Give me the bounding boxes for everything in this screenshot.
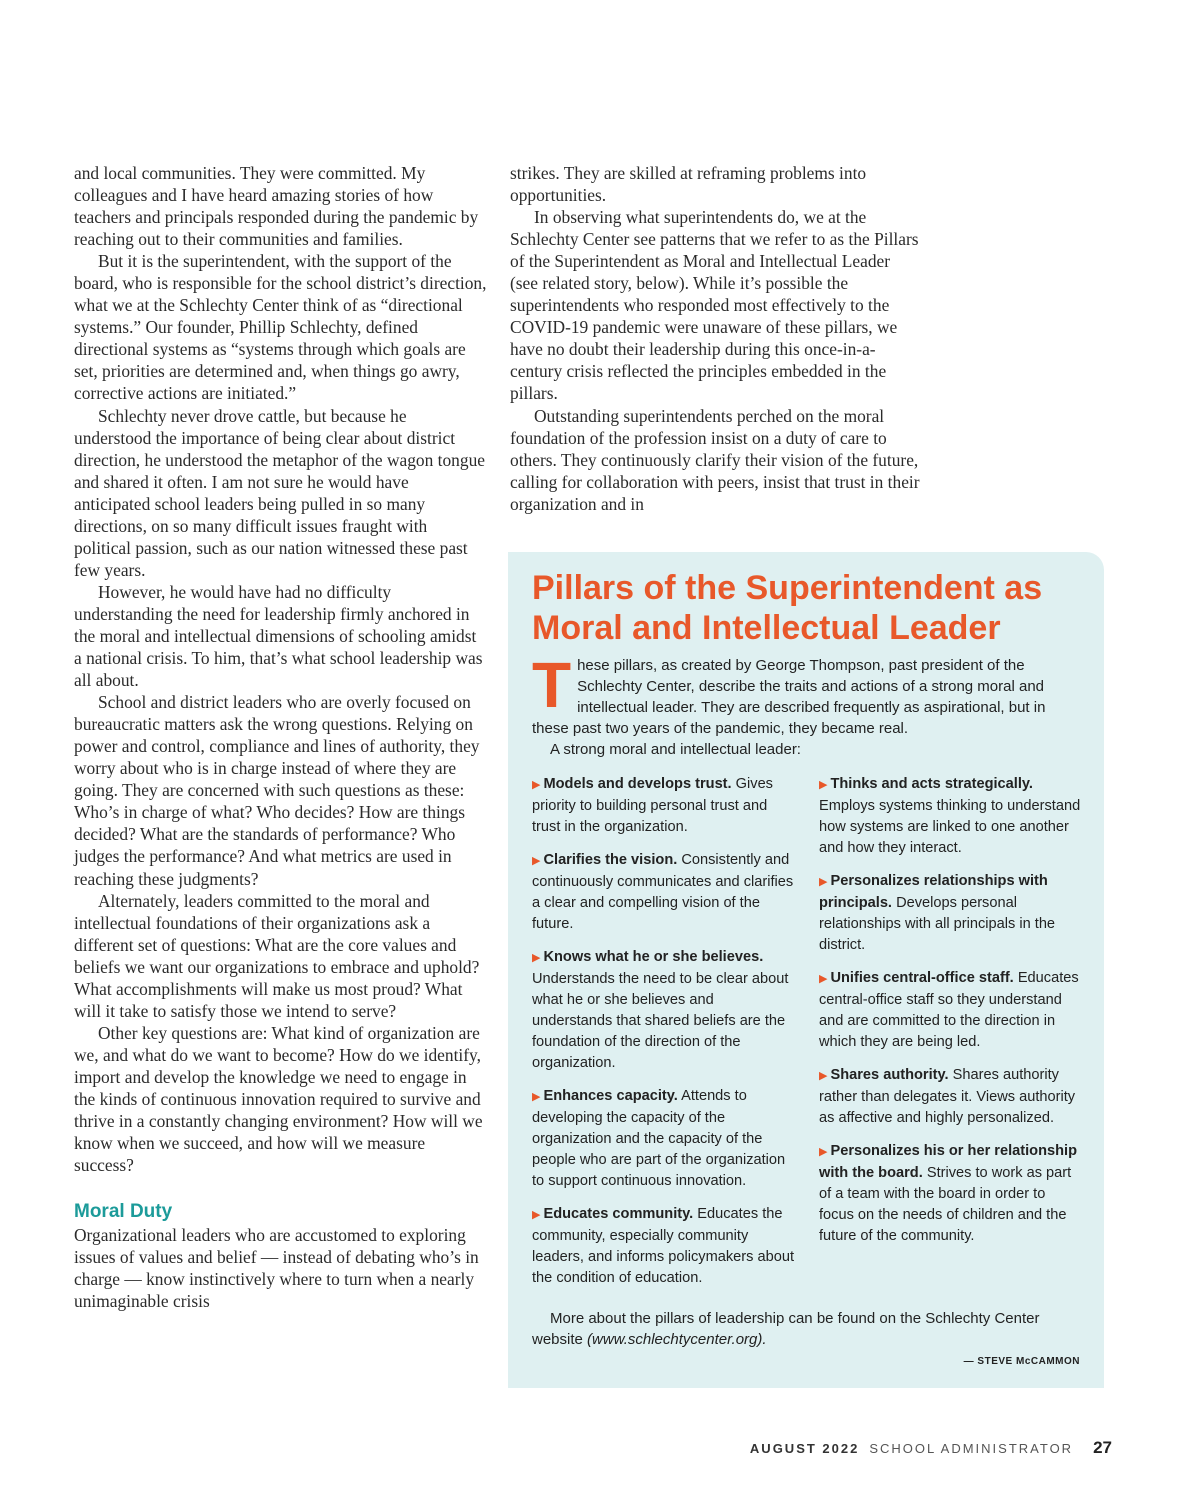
article-paragraph: and local communities. They were committed. My colleagues and I have heard amazing stories of how teachers and principals responded during the pandemic by reaching out to their communities and families. <box>74 163 479 250</box>
article-paragraph: In observing what superintendents do, we at the Schlechty Center see patterns that we refer to as the Pillars of the Superintendent as Moral and Intellectual Leader (see related story, below). While it’s possible the superintendents who responded most effectively to the COVID-19 pandemic were unaware of these pillars, we have no doubt their leadership during this once-in-a-century crisis reflected the principles embedded in the pillars. <box>510 207 919 404</box>
triangle-bullet-icon: ▶ <box>532 952 541 964</box>
triangle-bullet-icon: ▶ <box>819 1070 828 1082</box>
sidebar-title: Pillars of the Superintendent as Moral and Intellectual Leader <box>532 569 1043 647</box>
pillar-text: Strives to work as part of a team with the board in order to focus on the needs of children and the future of the community. <box>819 1165 1072 1244</box>
pillar-text: Develops personal relationships with all principals in the district. <box>819 895 1056 953</box>
sidebar-intro-text: hese pillars, as created by George Thompson, past president of the Schlechty Center, describe the traits and actions of a strong moral and intellectual leader. They are described frequently as aspirational, but in these past two years of the pandemic, they became real. <box>532 657 1046 737</box>
pillar-heading: Educates community. <box>543 1206 694 1222</box>
pillar-item <box>819 1065 1081 1129</box>
pillar-heading: Enhances capacity. <box>543 1088 678 1104</box>
pillar-item <box>532 1086 798 1192</box>
article-column-right <box>510 162 922 515</box>
pillar-item <box>819 871 1081 956</box>
pillar-item <box>532 774 798 838</box>
pillar-text: Consistently and continuously communicates and clarifies a clear and compelling vision of the future. <box>532 852 794 932</box>
triangle-bullet-icon: ▶ <box>532 1209 541 1221</box>
sidebar-more-info <box>532 1308 1080 1350</box>
pillars-sidebar <box>508 552 1104 1388</box>
pillar-heading: Unifies central-office staff. <box>830 970 1014 986</box>
pillar-text: Employs systems thinking to understand how systems are linked to one another and how they interact. <box>819 798 1081 856</box>
article-paragraph: School and district leaders who are overly focused on bureaucratic matters ask the wrong questions. Relying on power and control, compliance and lines of authority, they worry about who is in charge instead of where they are going. They are concerned with such questions as these: Who’s in charge of what? Who decides? How are things decided? What are the standards of performance? Who judges the performance? And what metrics are used in reaching these judgments? <box>74 692 480 889</box>
pillars-list-left <box>532 774 798 1301</box>
article-paragraph: Organizational leaders who are accustomed to exploring issues of values and belief — instead of debating who’s in charge — know instinctively where to turn when a nearly unimaginable crisis <box>74 1225 479 1312</box>
triangle-bullet-icon: ▶ <box>819 876 828 888</box>
triangle-bullet-icon: ▶ <box>819 1146 828 1158</box>
pillar-heading: Clarifies the vision. <box>543 852 678 868</box>
pillar-item <box>819 968 1081 1053</box>
sidebar-lead: A strong moral and intellectual leader: <box>550 741 801 758</box>
sidebar-intro <box>532 649 1077 760</box>
section-subhead: Moral Duty <box>74 1201 173 1223</box>
triangle-bullet-icon: ▶ <box>532 855 541 867</box>
page-footer <box>750 1438 1112 1458</box>
triangle-bullet-icon: ▶ <box>532 779 541 791</box>
pillar-text: Gives priority to building personal trust and trust in the organization. <box>532 776 773 835</box>
article-column-left <box>74 162 488 1312</box>
pillar-text: Attends to developing the capacity of the organization and the capacity of the people who are part of the organization to support continuous innovation. <box>532 1088 786 1189</box>
pillar-heading: Models and develops trust. <box>543 776 732 792</box>
pillar-text: Shares authority rather than delegates it. Views authority as affective and highly personalized. <box>819 1067 1076 1126</box>
pillar-text: Understands the need to be clear about what he or she believes and understands that shared beliefs are the foundation of the direction of the organization. <box>532 971 789 1071</box>
pillar-item <box>819 1141 1081 1247</box>
pillars-list-right <box>819 774 1081 1259</box>
article-paragraph: Other key questions are: What kind of organization are we, and what do we want to become? How do we identify, import and develop the knowledge we need to engage in the kinds of continuous innovation required to survive and thrive in a constantly changing environment? How will we know when we succeed, and how will we measure success? <box>74 1022 483 1176</box>
pillar-item <box>532 850 798 935</box>
pillar-item <box>532 947 798 1074</box>
triangle-bullet-icon: ▶ <box>819 779 828 791</box>
pillar-item <box>532 1204 798 1289</box>
issue-date: AUGUST 2022 <box>749 1441 860 1456</box>
pillar-text: Educates the community, especially community leaders, and informs policymakers about the condition of education. <box>532 1206 795 1286</box>
pillar-heading: Shares authority. <box>830 1067 949 1083</box>
triangle-bullet-icon: ▶ <box>532 1091 541 1103</box>
pillar-text: Educates central-office staff so they understand and are committed to the direction in which they are being led. <box>819 970 1079 1050</box>
article-paragraph: strikes. They are skilled at reframing problems into opportunities. <box>510 163 867 206</box>
pillar-item <box>819 774 1081 859</box>
more-info-text: More about the pillars of leadership can be found on the Schlechty Center website <box>532 1310 1040 1348</box>
dropcap-letter: T <box>532 649 572 721</box>
pillar-heading: Personalizes his or her relationship with the board. <box>819 1143 1078 1181</box>
website-link[interactable]: (www.schlechtycenter.org). <box>587 1331 767 1348</box>
page-number: 27 <box>1093 1438 1112 1457</box>
triangle-bullet-icon: ▶ <box>819 973 828 985</box>
article-paragraph: Outstanding superintendents perched on the moral foundation of the profession insist on a duty of care to others. They continuously clarify their vision of the future, calling for collaboration with peers, insist that trust in their organization and in <box>510 405 920 514</box>
pillar-heading: Personalizes relationships with principals. <box>819 873 1048 911</box>
publication-name: SCHOOL ADMINISTRATOR <box>869 1441 1074 1456</box>
article-paragraph: But it is the superintendent, with the support of the board, who is responsible for the school district’s direction, what we at the Schlechty Center think of as “directional systems.” Our founder, Phillip Schlechty, defined directional systems as “systems through which goals are set, priorities are determined and, when things go awry, corrective actions are initiated.” <box>74 251 487 404</box>
article-paragraph: Alternately, leaders committed to the moral and intellectual foundations of their organizations ask a different set of questions: What are the core values and beliefs we want our organizations to embrace and uphold? What accomplishments will make us most proud? What will it take to satisfy those we intend to serve? <box>74 890 480 1021</box>
pillar-heading: Thinks and acts strategically. <box>830 776 1033 792</box>
author-credit: — STEVE McCAMMON <box>963 1356 1080 1367</box>
article-paragraph: However, he would have had no difficulty understanding the need for leadership firmly anchored in the moral and intellectual dimensions of schooling amidst a national crisis. To him, that’s what school leadership was all about. <box>74 581 483 691</box>
more-info-paragraph <box>532 1308 1080 1350</box>
article-paragraph: Schlechty never drove cattle, but because he understood the importance of being clear about district direction, he understood the metaphor of the wagon tongue and shared it often. I am not sure he would have anticipated school leaders being pulled in so many directions, on so many difficult issues fraught with political passion, such as our nation witnessed these past few years. <box>74 405 485 580</box>
pillar-heading: Knows what he or she believes. <box>543 949 764 965</box>
